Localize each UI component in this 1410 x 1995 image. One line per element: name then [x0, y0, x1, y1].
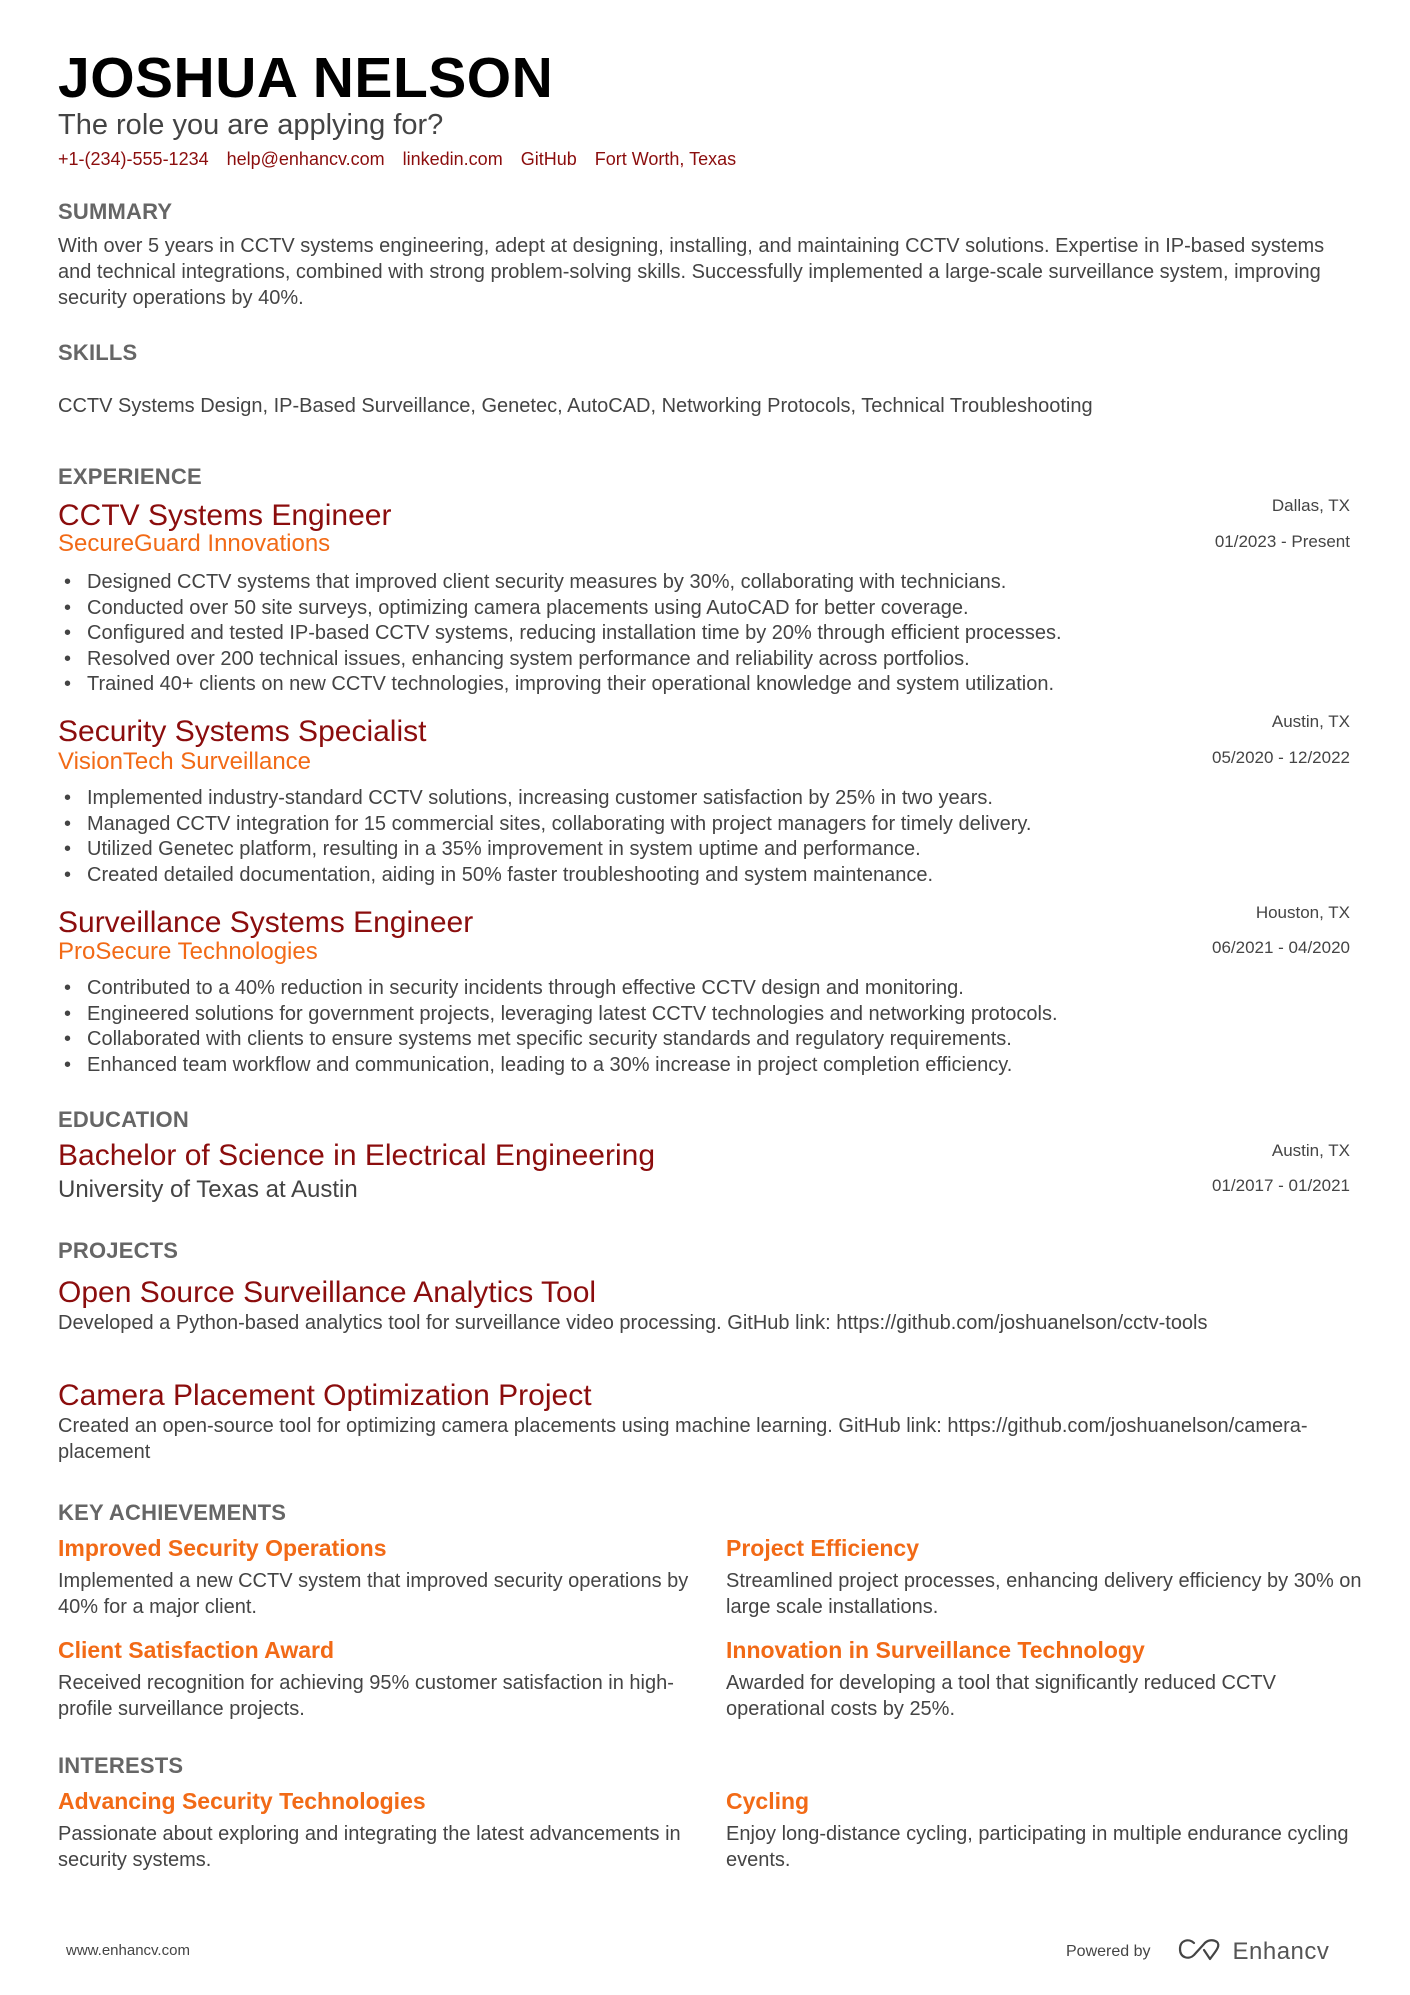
school-name: University of Texas at Austin	[58, 1176, 358, 1203]
bullet-item: • Managed CCTV integration for 15 commercial sites, collaborating with project managers for timely delivery.	[62, 812, 1352, 838]
job-bullets	[62, 976, 1352, 1078]
bullet-item: • Conducted over 50 site surveys, optimizing camera placements using AutoCAD for better coverage.	[62, 596, 1352, 622]
job-company: ProSecure Technologies	[58, 938, 318, 965]
bullet-item: • Contributed to a 40% reduction in security incidents through effective CCTV design and monitoring.	[62, 976, 1352, 1002]
enhancv-brand[interactable]	[1177, 1936, 1330, 1967]
job-bullets	[62, 570, 1352, 698]
achievement-description: Implemented a new CCTV system that improved security operations by 40% for a major client.	[58, 1570, 689, 1618]
job-title: Surveillance Systems Engineer	[58, 906, 474, 939]
interest-title: Advancing Security Technologies	[58, 1788, 426, 1814]
interest-description: Passionate about exploring and integrating the latest advancements in security systems.	[58, 1823, 681, 1871]
contact-location: Fort Worth, Texas	[594, 149, 737, 169]
summary-text: With over 5 years in CCTV systems engineering, adept at designing, installing, and maintaining CCTV solutions. Expertise in IP-based systems and technical integrations, combined with strong problem-solving skills. Successfully implemented a large-scale surveillance system, improving security operations by 40%.	[58, 235, 1325, 309]
degree-title: Bachelor of Science in Electrical Engineering	[58, 1139, 655, 1172]
job-dates: 01/2023 - Present	[1214, 532, 1350, 551]
job-company: VisionTech Surveillance	[58, 748, 312, 775]
bullet-item: • Implemented industry-standard CCTV solutions, increasing customer satisfaction by 25% in two years.	[62, 786, 1352, 812]
bullet-item: • Collaborated with clients to ensure systems met specific security standards and regulatory requirements.	[62, 1027, 1352, 1053]
enhancv-logo-icon	[1177, 1936, 1223, 1967]
contact-line	[58, 148, 754, 170]
project-description: Created an open-source tool for optimizing camera placements using machine learning. GitHub link: https://github.com/joshuanelson/camera-placement	[58, 1415, 1308, 1463]
skills-text: CCTV Systems Design, IP-Based Surveillance, Genetec, AutoCAD, Networking Protocols, Technical Troubleshooting	[58, 395, 1093, 417]
job-title: CCTV Systems Engineer	[58, 499, 392, 532]
bullet-item: • Enhanced team workflow and communication, leading to a 30% increase in project completion efficiency.	[62, 1053, 1352, 1079]
interest-description: Enjoy long-distance cycling, participating in multiple endurance cycling events.	[726, 1823, 1349, 1871]
achievement-description: Received recognition for achieving 95% customer satisfaction in high-profile surveillance projects.	[58, 1672, 674, 1720]
job-title: Security Systems Specialist	[58, 715, 427, 748]
powered-by	[1066, 1936, 1329, 1967]
job-location: Houston, TX	[1255, 903, 1350, 922]
job-dates: 06/2021 - 04/2020	[1211, 938, 1350, 957]
bullet-item: • Configured and tested IP-based CCTV systems, reducing installation time by 20% through efficient processes.	[62, 621, 1352, 647]
interest-title: Cycling	[726, 1788, 810, 1814]
job-company: SecureGuard Innovations	[58, 530, 331, 557]
bullet-item: • Created detailed documentation, aiding in 50% faster troubleshooting and system maintenance.	[62, 863, 1352, 889]
contact-phone[interactable]: +1-(234)-555-1234	[58, 149, 209, 169]
achievement-title: Innovation in Surveillance Technology	[726, 1637, 1145, 1663]
enhancv-brand-text: Enhancv	[1232, 1937, 1330, 1965]
project-description: Developed a Python-based analytics tool for surveillance video processing. GitHub link: https://github.com/joshuanelson/cctv-tools	[58, 1312, 1208, 1334]
summary-heading: SUMMARY	[58, 199, 173, 224]
skills-heading: SKILLS	[58, 340, 138, 365]
contact-email[interactable]: help@enhancv.com	[226, 149, 385, 169]
bullet-item: • Utilized Genetec platform, resulting in a 35% improvement in system uptime and performance.	[62, 837, 1352, 863]
bullet-item: • Resolved over 200 technical issues, enhancing system performance and reliability across portfolios.	[62, 647, 1352, 673]
education-heading: EDUCATION	[58, 1107, 189, 1132]
education-dates: 01/2017 - 01/2021	[1211, 1176, 1350, 1195]
powered-by-label: Powered by	[1066, 1942, 1151, 1960]
achievement-description: Awarded for developing a tool that significantly reduced CCTV operational costs by 25%.	[726, 1672, 1276, 1720]
achievement-title: Project Efficiency	[726, 1535, 920, 1561]
project-title: Camera Placement Optimization Project	[58, 1379, 592, 1412]
contact-github[interactable]: GitHub	[520, 149, 577, 169]
job-bullets	[62, 786, 1352, 888]
bullet-item: • Engineered solutions for government projects, leveraging latest CCTV technologies and networking protocols.	[62, 1002, 1352, 1028]
education-location: Austin, TX	[1271, 1141, 1350, 1160]
achievement-title: Client Satisfaction Award	[58, 1637, 335, 1663]
projects-heading: PROJECTS	[58, 1238, 179, 1263]
achievement-description: Streamlined project processes, enhancing delivery efficiency by 30% on large scale installations.	[726, 1570, 1362, 1618]
bullet-item: • Designed CCTV systems that improved client security measures by 30%, collaborating with technicians.	[62, 570, 1352, 596]
target-role: The role you are applying for?	[58, 109, 444, 141]
footer-website-link[interactable]: www.enhancv.com	[66, 1942, 190, 1959]
job-dates: 05/2020 - 12/2022	[1211, 748, 1350, 767]
candidate-name: JOSHUA NELSON	[58, 46, 554, 110]
interests-heading: INTERESTS	[58, 1753, 184, 1778]
project-title: Open Source Surveillance Analytics Tool	[58, 1276, 597, 1309]
contact-linkedin[interactable]: linkedin.com	[402, 149, 503, 169]
job-location: Austin, TX	[1271, 712, 1350, 731]
job-location: Dallas, TX	[1271, 496, 1350, 515]
bullet-item: • Trained 40+ clients on new CCTV technologies, improving their operational knowledge and system utilization.	[62, 672, 1352, 698]
experience-heading: EXPERIENCE	[58, 464, 202, 489]
achievement-title: Improved Security Operations	[58, 1535, 387, 1561]
achievements-heading: KEY ACHIEVEMENTS	[58, 1500, 287, 1525]
